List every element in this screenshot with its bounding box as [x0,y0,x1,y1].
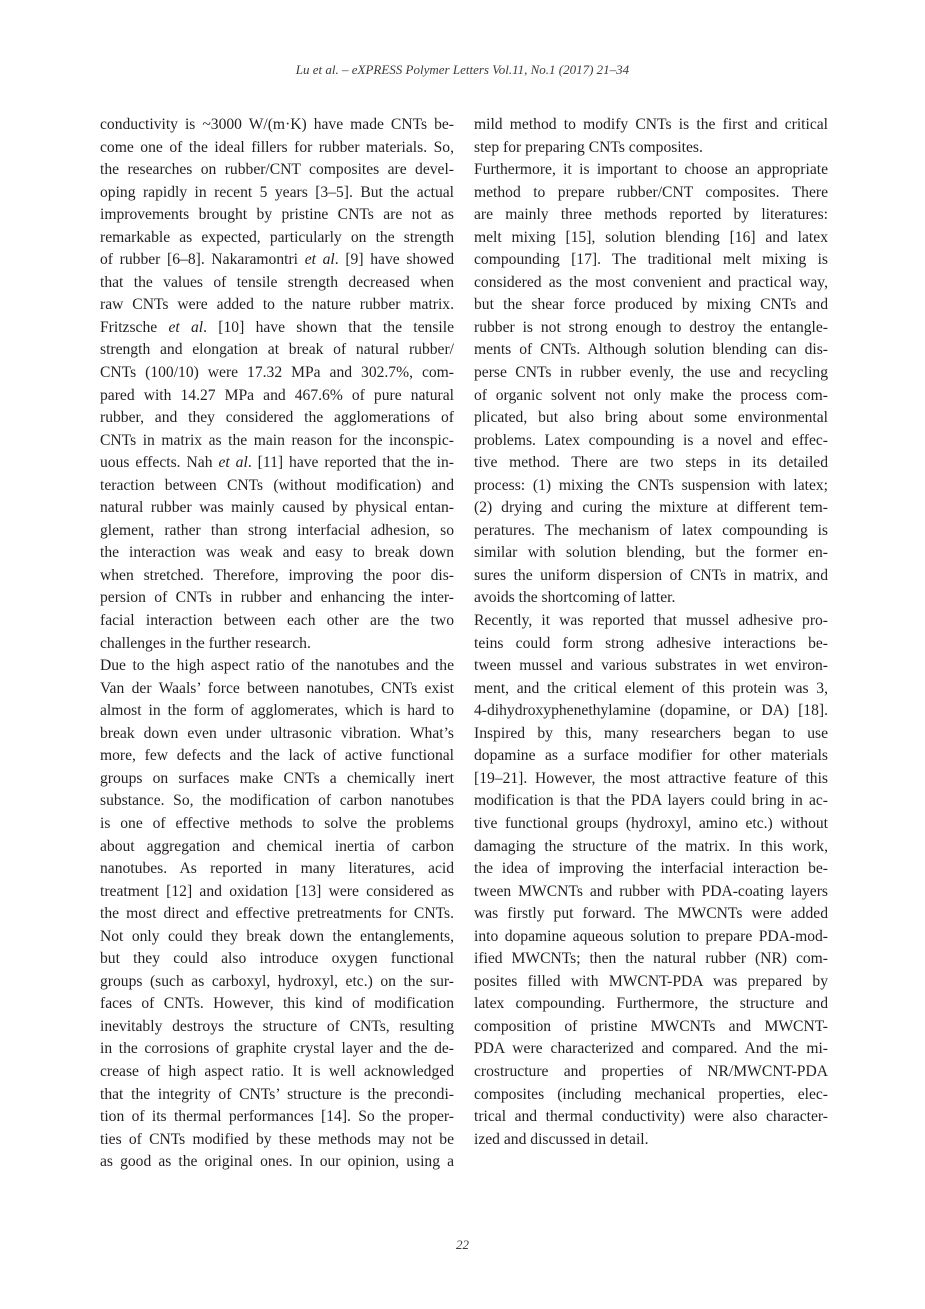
text-line: groups on surfaces make CNTs a chemically inert [100,769,454,787]
text-line: tion of its thermal performances [14]. So the proper- [100,1108,454,1126]
text-line: improvements brought by pristine CNTs are not as [100,206,454,224]
text-line: teraction between CNTs (without modification) and [100,476,454,494]
text-line: persion of CNTs in rubber and enhancing the inter- [100,589,454,607]
text-line: mild method to modify CNTs is the first and critical [474,116,828,133]
text-line: teins could form strong adhesive interactions be- [474,634,828,652]
text-line: break down even under ultrasonic vibration. What’s [100,724,454,742]
text-line: ified MWCNTs; then the natural rubber (NR) com- [474,950,828,968]
text-line: tween mussel and various substrates in wet environ- [474,657,828,675]
text-line: the most direct and effective pretreatments for CNTs. [100,905,454,923]
text-line: crease of high aspect ratio. It is well acknowledged [100,1062,454,1080]
text-line: facial interaction between each other are the two [100,612,454,630]
page-number: 22 [456,1237,469,1252]
text-line: process: (1) mixing the CNTs suspension with latex; [474,476,828,494]
paragraph [474,159,828,610]
text-line: treatment [12] and oxidation [13] were considered as [100,882,454,900]
text-line: perse CNTs in rubber evenly, the use and recycling [474,364,828,382]
text-line: come one of the ideal fillers for rubber materials. So, [100,138,454,156]
right-column [474,114,828,1151]
text-line: raw CNTs were added to the nature rubber matrix. [100,296,454,314]
paragraph [100,655,454,1174]
text-line: Inspired by this, many researchers began to use [474,724,828,742]
text-line: tween MWCNTs and rubber with PDA-coating layers [474,882,828,900]
text-line: crostructure and properties of NR/MWCNT-PDA [474,1062,828,1080]
text-line: ized and discussed in detail. [474,1130,649,1148]
text-line: as good as the original ones. In our opinion, using a [100,1153,454,1171]
text-line: pared with 14.27 MPa and 467.6% of pure natural [100,386,454,404]
text-line: that the values of tensile strength decreased when [100,273,454,291]
text-line: are mainly three methods reported by literatures: [474,206,828,224]
text-line: Due to the high aspect ratio of the nanotubes and the [100,657,454,675]
text-line: melt mixing [15], solution blending [16] and latex [474,228,828,246]
text-line: of rubber [6–8]. Nakaramontri et al. [9] have showed [100,251,454,269]
text-line: method to prepare rubber/CNT composites. There [474,183,828,201]
text-line: natural rubber was mainly caused by physical entan- [100,499,454,517]
text-line: Recently, it was reported that mussel adhesive pro- [474,612,828,630]
text-line: Van der Waals’ force between nanotubes, CNTs exist [100,679,454,697]
paragraph [474,114,828,159]
text-line: in the corrosions of graphite crystal layer and the de- [100,1040,454,1058]
text-line: Furthermore, it is important to choose an appropriate [474,161,828,179]
text-line: 4-dihydroxyphenethylamine (dopamine, or DA) [18]. [474,702,828,720]
text-line: dopamine as a surface modifier for other materials [474,747,828,765]
text-line: problems. Latex compounding is a novel and effec- [474,431,828,449]
text-line: Not only could they break down the entanglements, [100,927,454,945]
text-line: [19–21]. However, the most attractive feature of this [474,769,828,787]
text-line: trical and thermal conductivity) were also character- [474,1108,828,1126]
text-line: into dopamine aqueous solution to prepare PDA-mod- [474,927,828,945]
text-line: oping rapidly in recent 5 years [3–5]. But the actual [100,183,454,201]
text-line: compounding [17]. The traditional melt mixing is [474,251,828,269]
text-line: uous effects. Nah et al. [11] have reported that the in- [100,454,454,472]
text-line: tive method. There are two steps in its detailed [474,454,828,472]
text-line: PDA were characterized and compared. And the mi- [474,1040,828,1058]
italic-text: et al [218,454,248,472]
text-line: the idea of improving the interfacial interaction be- [474,860,828,878]
text-line: CNTs (100/10) were 17.32 MPa and 302.7%, com- [100,364,454,382]
text-line: the researches on rubber/CNT composites are devel- [100,161,454,179]
text-line: tive functional groups (hydroxyl, amino etc.) without [474,814,828,832]
text-line: (2) drying and curing the mixture at different tem- [474,499,828,517]
left-column [100,114,454,1174]
text-line: when stretched. Therefore, improving the poor dis- [100,566,454,584]
text-line: Fritzsche et al. [10] have shown that the tensile [100,318,454,336]
italic-text: et al [168,318,204,336]
text-line: inevitably destroys the structure of CNTs, resulting [100,1017,454,1035]
text-line: strength and elongation at break of natural rubber/ [100,341,454,359]
text-line: peratures. The mechanism of latex compounding is [474,521,828,539]
text-line: posites filled with MWCNT-PDA was prepared by [474,972,828,990]
text-line: considered as the most convenient and practical way, [474,273,828,291]
text-line: avoids the shortcoming of latter. [474,589,676,607]
text-line: rubber is not strong enough to destroy the entangle- [474,318,828,336]
text-line: was firstly put forward. The MWCNTs were added [474,905,828,923]
text-line: that the integrity of CNTs’ structure is the precondi- [100,1085,454,1103]
text-line: step for preparing CNTs composites. [474,138,703,156]
italic-text: et al [304,251,335,269]
text-line: ment, and the critical element of this protein was 3, [474,679,828,697]
paragraph [100,114,454,655]
text-line: of organic solvent not only make the process com- [474,386,828,404]
text-line: faces of CNTs. However, this kind of modification [100,995,454,1013]
running-head: Lu et al. – eXPRESS Polymer Letters Vol.11, No.1 (2017) 21–34 [295,62,630,77]
text-line: similar with solution blending, but the former en- [474,544,828,562]
text-line: substance. So, the modification of carbon nanotubes [100,792,454,810]
text-line: plicated, but also bring about some environmental [474,409,828,427]
text-line: almost in the form of agglomerates, which is hard to [100,702,454,720]
text-line: challenges in the further research. [100,634,311,652]
text-line: the interaction was weak and easy to break down [100,544,454,562]
text-line: but they could also introduce oxygen functional [100,950,454,968]
text-line: remarkable as expected, particularly on the strength [100,228,454,246]
text-line: but the shear force produced by mixing CNTs and [474,296,828,314]
text-line: CNTs in matrix as the main reason for the inconspic- [100,431,454,449]
text-line: modification is that the PDA layers could bring in ac- [474,792,828,810]
text-line: glement, rather than strong interfacial adhesion, so [100,521,454,539]
text-line: ties of CNTs modified by these methods may not be [100,1130,454,1148]
text-line: is one of effective methods to solve the problems [100,814,454,832]
text-line: nanotubes. As reported in many literatures, acid [100,860,454,878]
text-line: latex compounding. Furthermore, the structure and [474,995,828,1013]
text-line: conductivity is ~3000 W/(m·K) have made CNTs be- [100,116,454,133]
text-line: more, few defects and the lack of active functional [100,747,454,765]
text-line: rubber, and they considered the agglomerations of [100,409,454,427]
text-line: groups (such as carboxyl, hydroxyl, etc.) on the sur- [100,972,454,990]
paragraph [474,610,828,1151]
text-line: about aggregation and chemical inertia of carbon [100,837,454,855]
text-line: composition of pristine MWCNTs and MWCNT- [474,1017,828,1035]
text-line: sures the uniform dispersion of CNTs in matrix, and [474,566,828,584]
text-line: ments of CNTs. Although solution blending can dis- [474,341,828,359]
text-line: damaging the structure of the matrix. In this work, [474,837,828,855]
text-line: composites (including mechanical properties, elec- [474,1085,828,1103]
